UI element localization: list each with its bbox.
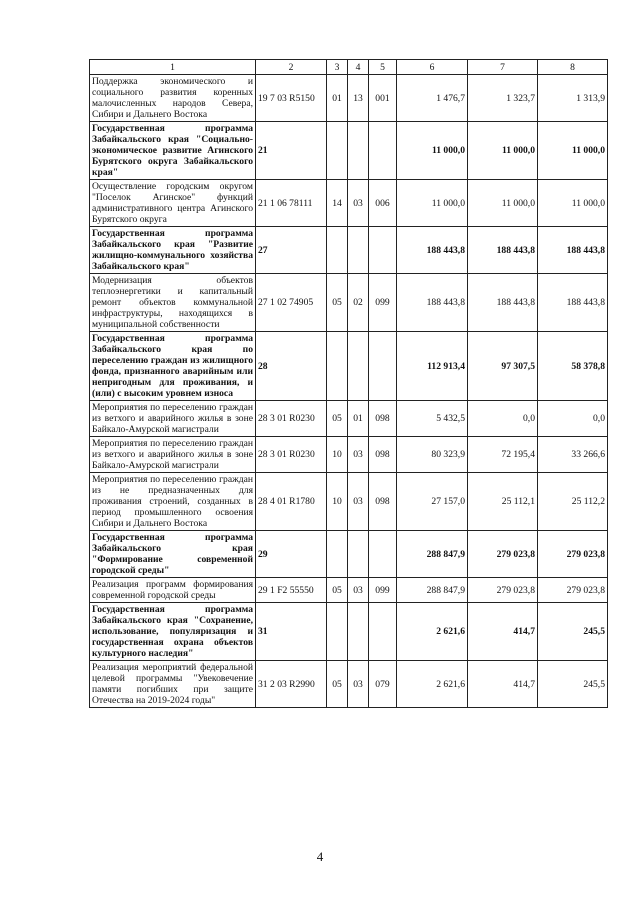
amount-year2-cell: 72 195,4 <box>468 437 538 473</box>
amount-year2-cell: 1 323,7 <box>468 75 538 122</box>
expense-type-cell: 098 <box>369 437 397 473</box>
expense-type-cell: 098 <box>369 401 397 437</box>
subsection-cell <box>348 603 369 661</box>
amount-year1-cell: 112 913,4 <box>397 332 468 401</box>
amount-year2-cell: 188 443,8 <box>468 227 538 274</box>
section-cell: 05 <box>327 578 348 603</box>
target-code-cell: 21 <box>256 122 327 180</box>
table-row <box>90 274 608 332</box>
amount-year1-cell: 80 323,9 <box>397 437 468 473</box>
section-cell <box>327 603 348 661</box>
table-row <box>90 401 608 437</box>
amount-year1-cell: 27 157,0 <box>397 473 468 531</box>
expense-type-cell <box>369 122 397 180</box>
target-code-cell: 31 <box>256 603 327 661</box>
target-code-cell: 27 <box>256 227 327 274</box>
target-code-cell: 28 3 01 R0230 <box>256 401 327 437</box>
column-header: 7 <box>468 60 538 75</box>
subsection-cell <box>348 122 369 180</box>
amount-year3-cell: 279 023,8 <box>538 531 608 578</box>
amount-year1-cell: 11 000,0 <box>397 180 468 227</box>
table-row <box>90 122 608 180</box>
subsection-cell: 13 <box>348 75 369 122</box>
table-header-row <box>90 60 608 75</box>
amount-year1-cell: 5 432,5 <box>397 401 468 437</box>
amount-year3-cell: 188 443,8 <box>538 227 608 274</box>
amount-year3-cell: 33 266,6 <box>538 437 608 473</box>
expense-type-cell: 079 <box>369 661 397 708</box>
table-row <box>90 75 608 122</box>
subsection-cell <box>348 531 369 578</box>
expense-type-cell: 098 <box>369 473 397 531</box>
row-name-cell: Государственная программа Забайкальского края "Сохранение, использование, популяризация и государственная охрана объектов культурного наследия" <box>90 603 256 661</box>
expense-type-cell: 099 <box>369 578 397 603</box>
section-cell <box>327 531 348 578</box>
subsection-cell <box>348 332 369 401</box>
amount-year1-cell: 1 476,7 <box>397 75 468 122</box>
target-code-cell: 21 1 06 78111 <box>256 180 327 227</box>
subsection-cell: 02 <box>348 274 369 332</box>
amount-year1-cell: 188 443,8 <box>397 227 468 274</box>
section-cell <box>327 227 348 274</box>
amount-year2-cell: 188 443,8 <box>468 274 538 332</box>
subsection-cell: 01 <box>348 401 369 437</box>
amount-year2-cell: 0,0 <box>468 401 538 437</box>
section-cell: 14 <box>327 180 348 227</box>
amount-year3-cell: 245,5 <box>538 661 608 708</box>
amount-year1-cell: 288 847,9 <box>397 578 468 603</box>
row-name-cell: Реализация мероприятий федеральной целевой программы "Увековечение памяти погибших при защите Отечества на 2019-2024 годы" <box>90 661 256 708</box>
column-header: 6 <box>397 60 468 75</box>
column-header: 8 <box>538 60 608 75</box>
page-number: 4 <box>316 849 324 864</box>
amount-year3-cell: 58 378,8 <box>538 332 608 401</box>
amount-year2-cell: 414,7 <box>468 661 538 708</box>
subsection-cell: 03 <box>348 661 369 708</box>
expense-type-cell <box>369 531 397 578</box>
row-name-cell: Государственная программа Забайкальского края "Формирование современной городской среды" <box>90 531 256 578</box>
table-row <box>90 473 608 531</box>
amount-year2-cell: 414,7 <box>468 603 538 661</box>
table-row <box>90 578 608 603</box>
row-name-cell: Осуществление городским округом "Поселок Агинское" функций административного центра Агинского Бурятского округа <box>90 180 256 227</box>
amount-year3-cell: 1 313,9 <box>538 75 608 122</box>
amount-year3-cell: 0,0 <box>538 401 608 437</box>
amount-year1-cell: 288 847,9 <box>397 531 468 578</box>
amount-year2-cell: 25 112,1 <box>468 473 538 531</box>
target-code-cell: 28 4 01 R1780 <box>256 473 327 531</box>
table-row <box>90 661 608 708</box>
expense-type-cell <box>369 603 397 661</box>
amount-year3-cell: 11 000,0 <box>538 122 608 180</box>
section-cell: 05 <box>327 661 348 708</box>
target-code-cell: 19 7 03 R5150 <box>256 75 327 122</box>
target-code-cell: 29 <box>256 531 327 578</box>
amount-year3-cell: 245,5 <box>538 603 608 661</box>
column-header: 1 <box>90 60 256 75</box>
column-header: 4 <box>348 60 369 75</box>
amount-year1-cell: 188 443,8 <box>397 274 468 332</box>
amount-year2-cell: 11 000,0 <box>468 122 538 180</box>
row-name-cell: Мероприятия по переселению граждан из ветхого и аварийного жилья в зоне Байкало-Амурской магистрали <box>90 437 256 473</box>
section-cell: 05 <box>327 274 348 332</box>
amount-year2-cell: 97 307,5 <box>468 332 538 401</box>
amount-year1-cell: 2 621,6 <box>397 661 468 708</box>
amount-year2-cell: 11 000,0 <box>468 180 538 227</box>
amount-year1-cell: 2 621,6 <box>397 603 468 661</box>
expense-type-cell: 001 <box>369 75 397 122</box>
row-name-cell: Государственная программа Забайкальского края "Развитие жилищно-коммунального хозяйства Забайкальского края" <box>90 227 256 274</box>
target-code-cell: 29 1 F2 55550 <box>256 578 327 603</box>
subsection-cell: 03 <box>348 578 369 603</box>
column-header: 2 <box>256 60 327 75</box>
row-name-cell: Реализация программ формирования современной городской среды <box>90 578 256 603</box>
target-code-cell: 27 1 02 74905 <box>256 274 327 332</box>
table-row <box>90 227 608 274</box>
target-code-cell: 28 <box>256 332 327 401</box>
section-cell: 10 <box>327 437 348 473</box>
section-cell: 05 <box>327 401 348 437</box>
amount-year3-cell: 188 443,8 <box>538 274 608 332</box>
table-body <box>90 75 608 708</box>
target-code-cell: 31 2 03 R2990 <box>256 661 327 708</box>
target-code-cell: 28 3 01 R0230 <box>256 437 327 473</box>
row-name-cell: Государственная программа Забайкальского края "Социально-экономическое развитие Агинского Бурятского округа Забайкальского края" <box>90 122 256 180</box>
amount-year3-cell: 279 023,8 <box>538 578 608 603</box>
amount-year3-cell: 11 000,0 <box>538 180 608 227</box>
row-name-cell: Модернизация объектов теплоэнергетики и капитальный ремонт объектов коммунальной инфраструктуры, находящихся в муниципальной собственности <box>90 274 256 332</box>
row-name-cell: Мероприятия по переселению граждан из ветхого и аварийного жилья в зоне Байкало-Амурской магистрали <box>90 401 256 437</box>
table-row <box>90 531 608 578</box>
table-row <box>90 437 608 473</box>
amount-year2-cell: 279 023,8 <box>468 578 538 603</box>
table-row <box>90 180 608 227</box>
section-cell <box>327 332 348 401</box>
section-cell: 01 <box>327 75 348 122</box>
amount-year2-cell: 279 023,8 <box>468 531 538 578</box>
row-name-cell: Мероприятия по переселению граждан из не предназначенных для проживания строений, созданных в период промышленного освоения Сибири и Дальнего Востока <box>90 473 256 531</box>
table-row <box>90 332 608 401</box>
expense-type-cell: 006 <box>369 180 397 227</box>
subsection-cell: 03 <box>348 437 369 473</box>
row-name-cell: Поддержка экономического и социального развития коренных малочисленных народов Севера, Сибири и Дальнего Востока <box>90 75 256 122</box>
table-row <box>90 603 608 661</box>
section-cell <box>327 122 348 180</box>
expense-type-cell <box>369 332 397 401</box>
column-header: 5 <box>369 60 397 75</box>
expense-type-cell <box>369 227 397 274</box>
subsection-cell: 03 <box>348 473 369 531</box>
amount-year3-cell: 25 112,2 <box>538 473 608 531</box>
subsection-cell <box>348 227 369 274</box>
amount-year1-cell: 11 000,0 <box>397 122 468 180</box>
column-header: 3 <box>327 60 348 75</box>
section-cell: 10 <box>327 473 348 531</box>
budget-table <box>89 59 608 708</box>
subsection-cell: 03 <box>348 180 369 227</box>
row-name-cell: Государственная программа Забайкальского края по переселению граждан из жилищного фонда, признанного аварийным или непригодным для проживания, и (или) с высоким уровнем износа <box>90 332 256 401</box>
expense-type-cell: 099 <box>369 274 397 332</box>
